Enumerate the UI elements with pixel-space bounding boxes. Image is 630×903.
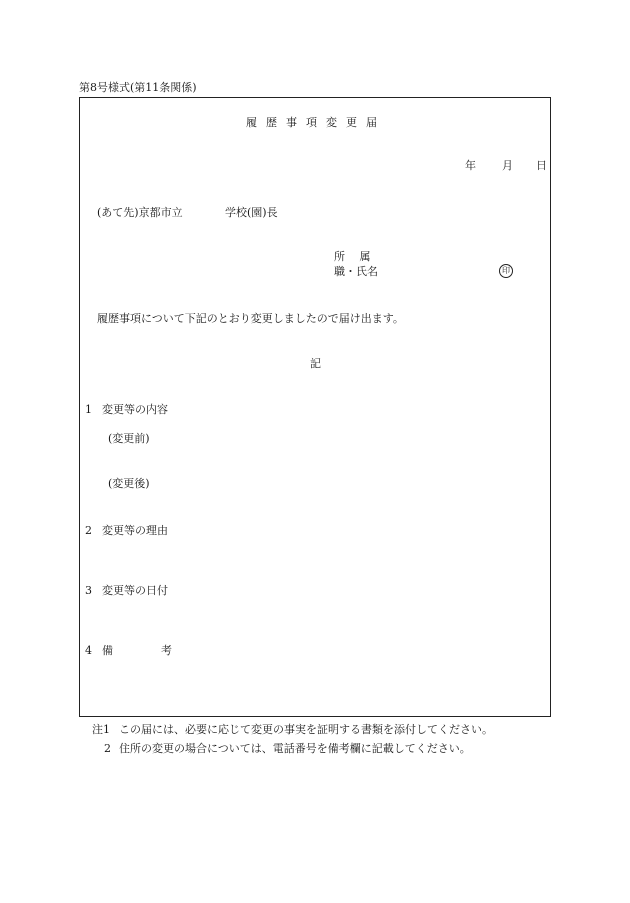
date-year: 年 [465,159,476,172]
item-1-label: 変更等の内容 [102,403,168,416]
addressee-suffix: 学校(園)長 [225,206,278,219]
date-month: 月 [502,159,513,172]
item-4-label-b: 考 [161,644,172,657]
affiliation-label: 所 属 [334,250,371,263]
date-day: 日 [536,159,547,172]
item-4-label-a: 備 [102,644,113,657]
note-1-text: この届には、必要に応じて変更の事実を証明する書類を添付してください。 [119,723,493,736]
statement: 履歴事項について下記のとおり変更しましたので届け出ます。 [97,312,404,325]
form-number: 第8号様式(第11条関係) [79,81,197,94]
note-2-text: 住所の変更の場合については、電話番号を備考欄に記載してください。 [119,742,471,755]
addressee-prefix: (あて先)京都市立 [97,206,183,219]
note-1-prefix: 注1 [92,723,110,736]
name-label: 職・氏名 [334,265,378,278]
item-1-after: (変更後) [108,477,150,490]
form-title: 履歴事項変更届 [246,116,386,129]
item-3-label: 変更等の日付 [102,584,168,597]
item-1-number: 1 [85,403,92,416]
item-3-number: 3 [85,584,92,597]
item-2-label: 変更等の理由 [102,524,168,537]
item-4-number: 4 [85,644,92,657]
seal-mark: 印 [499,264,513,278]
item-2-number: 2 [85,524,92,537]
item-1-before: (変更前) [108,432,150,445]
note-2-prefix: 2 [104,742,111,755]
ki-heading: 記 [310,357,321,370]
